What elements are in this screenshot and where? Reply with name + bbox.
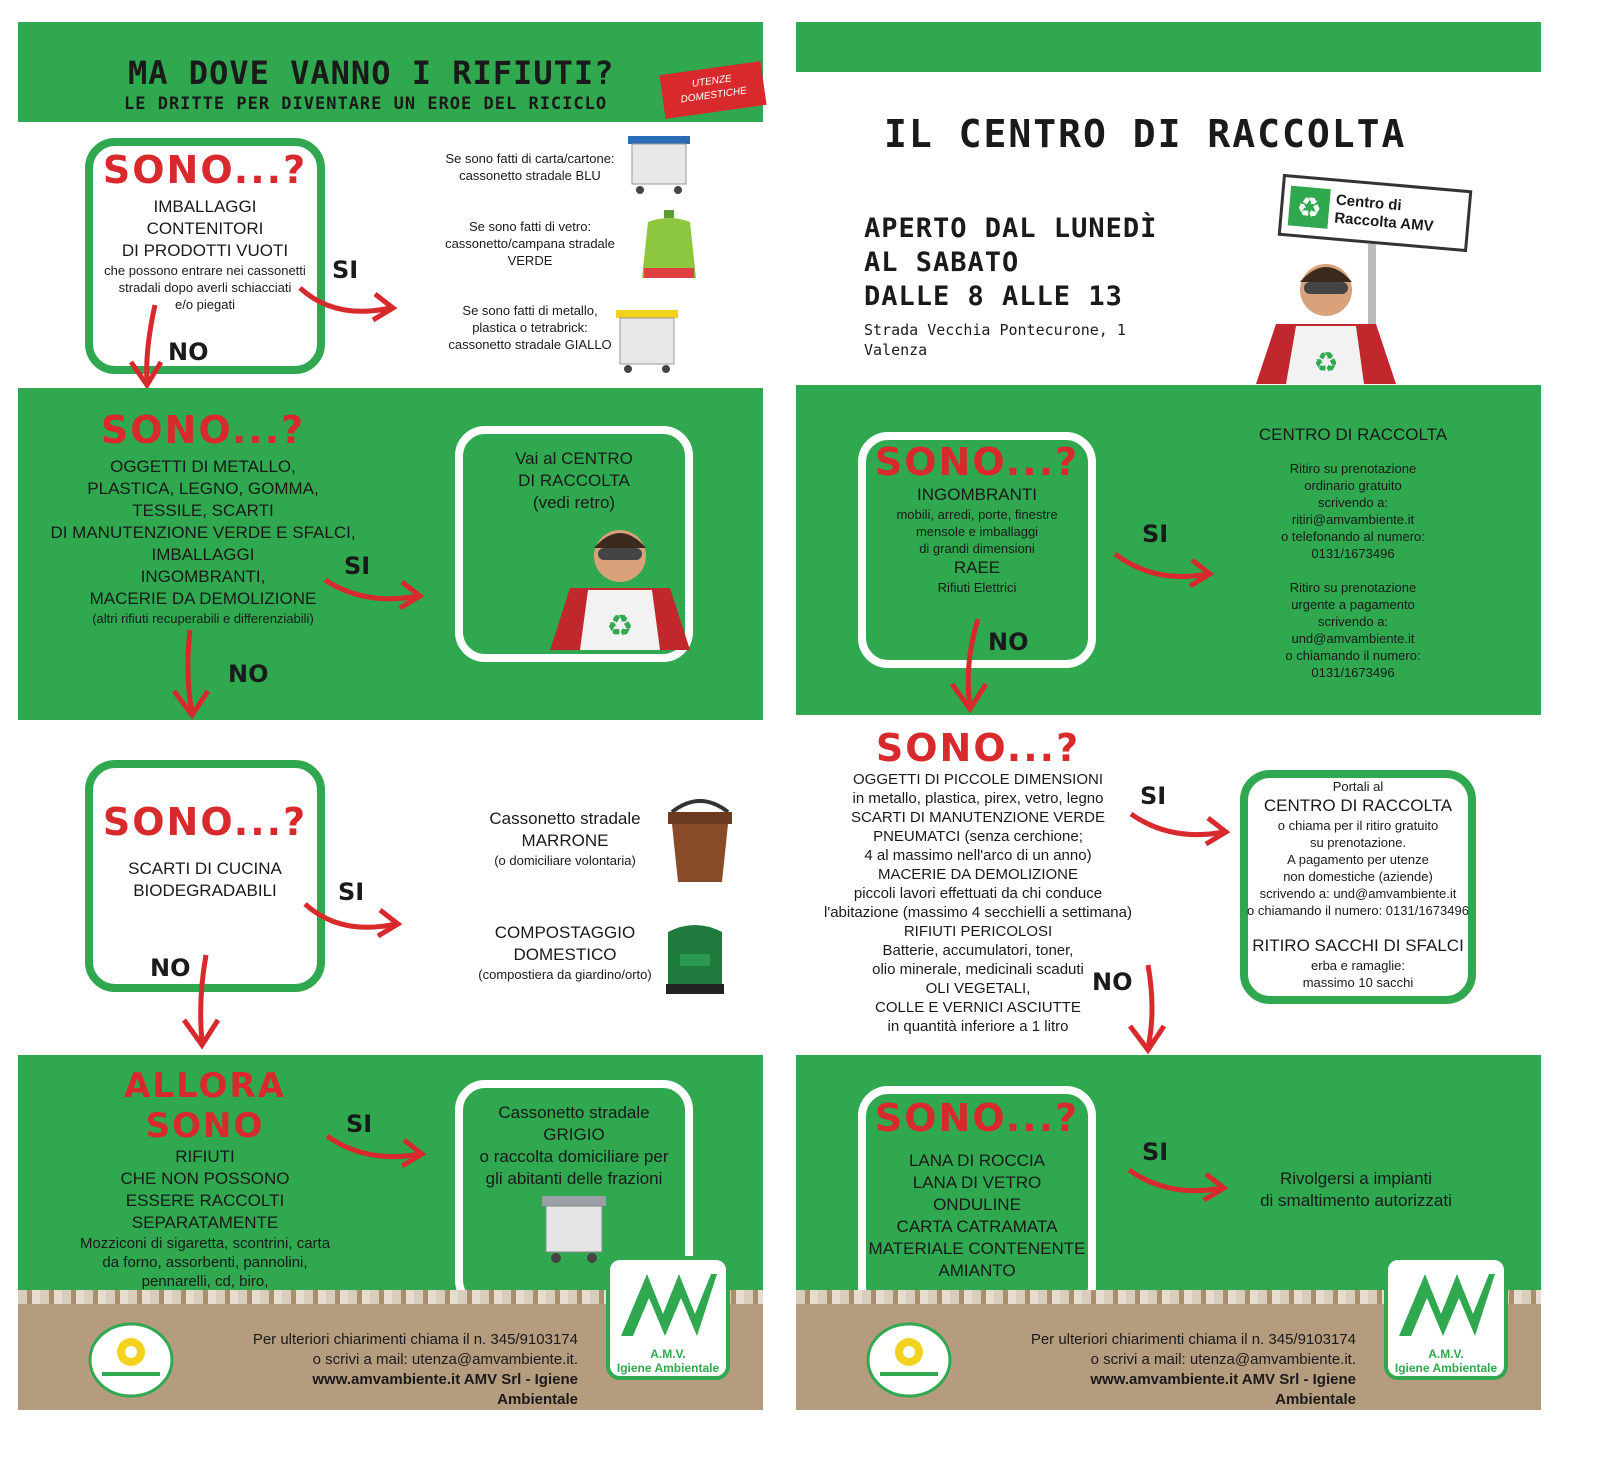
- yellow-bin-icon: [612, 306, 682, 376]
- rs2-l8: l'abitazione (massimo 4 secchielli a settimana): [824, 904, 1132, 921]
- rs3-l5: MATERIALE CONTENENTE: [868, 1239, 1086, 1258]
- footer-phone: Per ulteriori chiarimenti chiama il n. 345/9103174: [1030, 1331, 1356, 1348]
- blu-line2: cassonetto stradale BLU: [459, 168, 601, 183]
- red-arrow-right-icon: [320, 570, 430, 620]
- hours-line2: AL SABATO: [864, 247, 1020, 278]
- amv-text: A.M.V.: [1428, 1347, 1464, 1361]
- rs2-b11: massimo 10 sacchi: [1302, 975, 1414, 990]
- rs2-l11: olio minerale, medicinali scaduti: [872, 961, 1084, 978]
- brown-bin-icon: [660, 790, 740, 886]
- rs2-l9: RIFIUTI PERICOLOSI: [903, 923, 1053, 940]
- rs2-l3: SCARTI DI MANUTENZIONE VERDE: [851, 809, 1105, 826]
- si-label: SI: [1140, 782, 1167, 810]
- si-label: SI: [344, 552, 371, 580]
- rs2-l1: OGGETTI DI PICCOLE DIMENSIONI: [852, 771, 1104, 788]
- badge-line1: UTENZE: [691, 73, 733, 90]
- amv-logo: [1384, 1256, 1508, 1380]
- composter-icon: [660, 918, 730, 998]
- red-arrow-down-icon: [150, 625, 220, 720]
- rs1-line2: mobili, arredi, porte, finestre: [896, 507, 1058, 522]
- igiene-text: Igiene Ambientale: [616, 1361, 720, 1375]
- no-label: NO: [1092, 968, 1133, 996]
- amv-text: A.M.V.: [650, 1347, 686, 1361]
- s4-line2: CHE NON POSSONO: [120, 1169, 290, 1188]
- amv-logo: [606, 1256, 730, 1380]
- s1-desc3: e/o piegati: [175, 297, 235, 312]
- svg-text:♻: ♻: [1295, 191, 1324, 225]
- grigio-line4: gli abitanti delle frazioni: [485, 1169, 663, 1188]
- s1-desc2: stradali dopo averli schiacciati: [118, 280, 292, 295]
- sono-label: SONO...?: [874, 1096, 1080, 1140]
- s2-line5: IMBALLAGGI: [151, 545, 255, 564]
- rs1-right-title: CENTRO DI RACCOLTA: [1258, 425, 1448, 444]
- amv-mark-icon: [1391, 1266, 1501, 1342]
- rs3-l3: ONDULINE: [933, 1195, 1021, 1214]
- red-arrow-down-icon: [940, 614, 1000, 714]
- giallo-line1: Se sono fatti di metallo,: [462, 303, 598, 318]
- sign-line1: Centro di: [1335, 191, 1403, 215]
- giallo-line3: cassonetto stradale GIALLO: [448, 337, 612, 352]
- marrone-line1: Cassonetto stradale: [489, 809, 641, 828]
- rs1-r8: urgente a pagamento: [1291, 597, 1415, 612]
- s3-line1: SCARTI DI CUCINA: [128, 859, 282, 878]
- sono-label: SONO...?: [874, 440, 1080, 484]
- red-arrow-right-icon: [1110, 548, 1220, 598]
- consorzio-logo-icon: [88, 1322, 174, 1398]
- rs3-l2: LANA DI VETRO: [912, 1173, 1042, 1192]
- s2-line7: MACERIE DA DEMOLIZIONE: [89, 589, 317, 608]
- allora-sono-label: ALLORA SONO: [124, 1066, 286, 1146]
- centro-box-line2: DI RACCOLTA: [518, 471, 630, 490]
- rs3-l4: CARTA CATRAMATA: [896, 1217, 1058, 1236]
- left-subtitle: LE DRITTE PER DIVENTARE UN EROE DEL RICICLO: [124, 94, 608, 114]
- si-label: SI: [1142, 1138, 1169, 1166]
- centro-box-line1: Vai al CENTRO: [515, 449, 633, 468]
- sono-label: SONO...?: [102, 148, 308, 192]
- s4-desc3: pennarelli, cd, biro,: [141, 1273, 269, 1290]
- rs2-l10: Batterie, accumulatori, toner,: [882, 942, 1074, 959]
- si-label: SI: [338, 878, 365, 906]
- compost-line2: DOMESTICO: [513, 945, 617, 964]
- rs1-r11: o chiamando il numero:: [1285, 648, 1421, 663]
- rs2-l14: in quantità inferiore a 1 litro: [887, 1018, 1069, 1035]
- recycle-sign-icon: [1288, 186, 1331, 229]
- rs3-r2: di smaltimento autorizzati: [1260, 1191, 1452, 1210]
- no-label: NO: [988, 628, 1029, 656]
- rs2-l6: MACERIE DA DEMOLIZIONE: [877, 866, 1079, 883]
- rs2-l13: COLLE E VERNICI ASCIUTTE: [875, 999, 1081, 1016]
- rs2-b8: o chiamando il numero: 0131/1673496: [1247, 903, 1469, 918]
- svg-text:♻: ♻: [1313, 347, 1339, 378]
- rs1-r2: ordinario gratuito: [1304, 478, 1402, 493]
- rs2-b1: Portali al: [1332, 779, 1384, 794]
- marrone-line3: (o domiciliare volontaria): [494, 853, 636, 868]
- s1-title2: CONTENITORI: [146, 219, 264, 238]
- s4-line1: RIFIUTI: [175, 1147, 235, 1166]
- rs1-r1: Ritiro su prenotazione: [1289, 461, 1417, 476]
- red-arrow-right-icon: [300, 898, 410, 948]
- red-arrow-down-icon: [168, 950, 238, 1050]
- rs3-l1: LANA DI ROCCIA: [908, 1151, 1046, 1170]
- grigio-line1: Cassonetto stradale: [498, 1103, 650, 1122]
- grigio-line2: GRIGIO: [543, 1125, 605, 1144]
- rs1-r4: ritiri@amvambiente.it: [1291, 512, 1415, 527]
- rs1-line5: RAEE: [953, 558, 1001, 577]
- no-label: NO: [150, 954, 191, 982]
- rs1-r9: scrivendo a:: [1317, 614, 1389, 629]
- s4-line4: SEPARATAMENTE: [131, 1213, 279, 1232]
- rs2-b10: erba e ramaglie:: [1311, 958, 1405, 973]
- verde-line1: Se sono fatti di vetro:: [468, 219, 592, 234]
- verde-line3: VERDE: [507, 253, 553, 268]
- verde-line2: cassonetto/campana stradale: [445, 236, 615, 251]
- s2-line3: TESSILE, SCARTI: [132, 501, 274, 520]
- blue-bin-icon: [624, 128, 694, 198]
- footer-site: www.amvambiente.it AMV Srl - Igiene Ambientale: [312, 1371, 578, 1408]
- footer-mail: o scrivi a mail: utenza@amvambiente.it.: [312, 1351, 578, 1368]
- sign-line2: Raccolta AMV: [1333, 209, 1435, 236]
- igiene-text: Igiene Ambientale: [1394, 1361, 1498, 1375]
- s4-desc1: Mozziconi di sigaretta, scontrini, carta: [79, 1235, 331, 1252]
- right-title: IL CENTRO DI RACCOLTA: [884, 112, 1407, 156]
- si-label: SI: [346, 1110, 373, 1138]
- s4-line3: ESSERE RACCOLTI: [125, 1191, 285, 1210]
- s1-desc1: che possono entrare nei cassonetti: [104, 263, 306, 278]
- rs2-b5: A pagamento per utenze: [1287, 852, 1429, 867]
- grey-bin-icon: [538, 1190, 610, 1266]
- sono-label: SONO...?: [875, 726, 1081, 770]
- footer-mail: o scrivi a mail: utenza@amvambiente.it.: [1090, 1351, 1356, 1368]
- compost-line1: COMPOSTAGGIO: [494, 923, 636, 942]
- rs2-l12: OLI VEGETALI,: [925, 980, 1031, 997]
- rs2-l4: PNEUMATCI (senza cerchione;: [873, 828, 1083, 845]
- red-arrow-down-icon: [1118, 960, 1178, 1055]
- rs1-line1: INGOMBRANTI: [917, 485, 1037, 504]
- s4-desc2: da forno, assorbenti, pannolini,: [102, 1254, 308, 1271]
- s1-title3: DI PRODOTTI VUOTI: [121, 241, 289, 260]
- no-label: NO: [168, 338, 209, 366]
- address-line2: Valenza: [864, 341, 928, 359]
- amv-mark-icon: [613, 1266, 723, 1342]
- consorzio-logo-icon: [866, 1322, 952, 1398]
- sono-label: SONO...?: [100, 408, 306, 452]
- s1-title1: IMBALLAGGI: [153, 197, 257, 216]
- rs2-b7: scrivendo a: und@amvambiente.it: [1259, 886, 1457, 901]
- svg-text:♻: ♻: [606, 610, 634, 643]
- footer-phone: Per ulteriori chiarimenti chiama il n. 345/9103174: [252, 1331, 578, 1348]
- footer-site: www.amvambiente.it AMV Srl - Igiene Ambientale: [1090, 1371, 1356, 1408]
- rs2-b2: CENTRO DI RACCOLTA: [1263, 796, 1453, 815]
- centro-sign: [1278, 174, 1473, 252]
- rs1-line3: mensole e imballaggi: [915, 524, 1039, 539]
- recycling-hero-icon: [540, 518, 700, 650]
- sono-label: SONO...?: [102, 800, 308, 844]
- hero-with-sign-icon: [1246, 244, 1416, 384]
- right-top-band: [796, 22, 1541, 72]
- grigio-line3: o raccolta domiciliare per: [479, 1147, 669, 1166]
- si-label: SI: [332, 256, 359, 284]
- s2-line6: INGOMBRANTI,: [140, 567, 266, 586]
- s2-line4: DI MANUTENZIONE VERDE E SFALCI,: [50, 523, 356, 542]
- rs2-b9: RITIRO SACCHI DI SFALCI: [1252, 936, 1464, 955]
- hours-line3: DALLE 8 ALLE 13: [864, 281, 1123, 312]
- si-label: SI: [1142, 520, 1169, 548]
- rs1-r10: und@amvambiente.it: [1291, 631, 1415, 646]
- left-title: MA DOVE VANNO I RIFIUTI?: [128, 54, 615, 92]
- giallo-line2: plastica o tetrabrick:: [472, 320, 588, 335]
- marrone-line2: MARRONE: [521, 831, 609, 850]
- rs2-b6: non domestiche (aziende): [1283, 869, 1433, 884]
- s3-line2: BIODEGRADABILI: [133, 881, 277, 900]
- address-line1: Strada Vecchia Pontecurone, 1: [864, 321, 1126, 339]
- rs1-r6: 0131/1673496: [1311, 546, 1395, 561]
- red-arrow-right-icon: [322, 1128, 432, 1178]
- rs2-l7: piccoli lavori effettuati da chi conduce: [853, 885, 1103, 902]
- green-bell-bin-icon: [634, 208, 704, 288]
- rs1-r7: Ritiro su prenotazione: [1289, 580, 1417, 595]
- hours-line1: APERTO DAL LUNEDÌ: [864, 213, 1158, 244]
- badge-line2: DOMESTICHE: [679, 85, 748, 106]
- s2-line2: PLASTICA, LEGNO, GOMMA,: [87, 479, 319, 498]
- red-arrow-right-icon: [1124, 1162, 1234, 1212]
- centro-box-line3: (vedi retro): [532, 493, 616, 512]
- rs1-r5: o telefonando al numero:: [1281, 529, 1425, 544]
- rs1-line4: di grandi dimensioni: [919, 541, 1035, 556]
- rs3-r1: Rivolgersi a impianti: [1279, 1169, 1433, 1188]
- no-label: NO: [228, 660, 269, 688]
- rs1-r3: scrivendo a:: [1317, 495, 1389, 510]
- red-arrow-down-icon: [115, 300, 175, 390]
- compost-line3: (compostiera da giardino/orto): [478, 967, 652, 982]
- rs3-l6: AMIANTO: [938, 1261, 1016, 1280]
- s2-line8: (altri rifiuti recuperabili e differenziabili): [92, 611, 314, 626]
- s2-line1: OGGETTI DI METALLO,: [110, 457, 296, 476]
- blu-line1: Se sono fatti di carta/cartone:: [445, 151, 615, 166]
- rs2-b3: o chiama per il ritiro gratuito: [1277, 818, 1439, 833]
- rs1-r12: 0131/1673496: [1311, 665, 1395, 680]
- rs2-l2: in metallo, plastica, pirex, vetro, legno: [852, 790, 1104, 807]
- rs1-line6: Rifiuti Elettrici: [937, 580, 1017, 595]
- rs2-l5: 4 al massimo nell'arco di un anno): [864, 847, 1092, 864]
- red-arrow-right-icon: [295, 280, 405, 330]
- rs2-b4: su prenotazione.: [1309, 835, 1407, 850]
- red-arrow-right-icon: [1126, 806, 1236, 856]
